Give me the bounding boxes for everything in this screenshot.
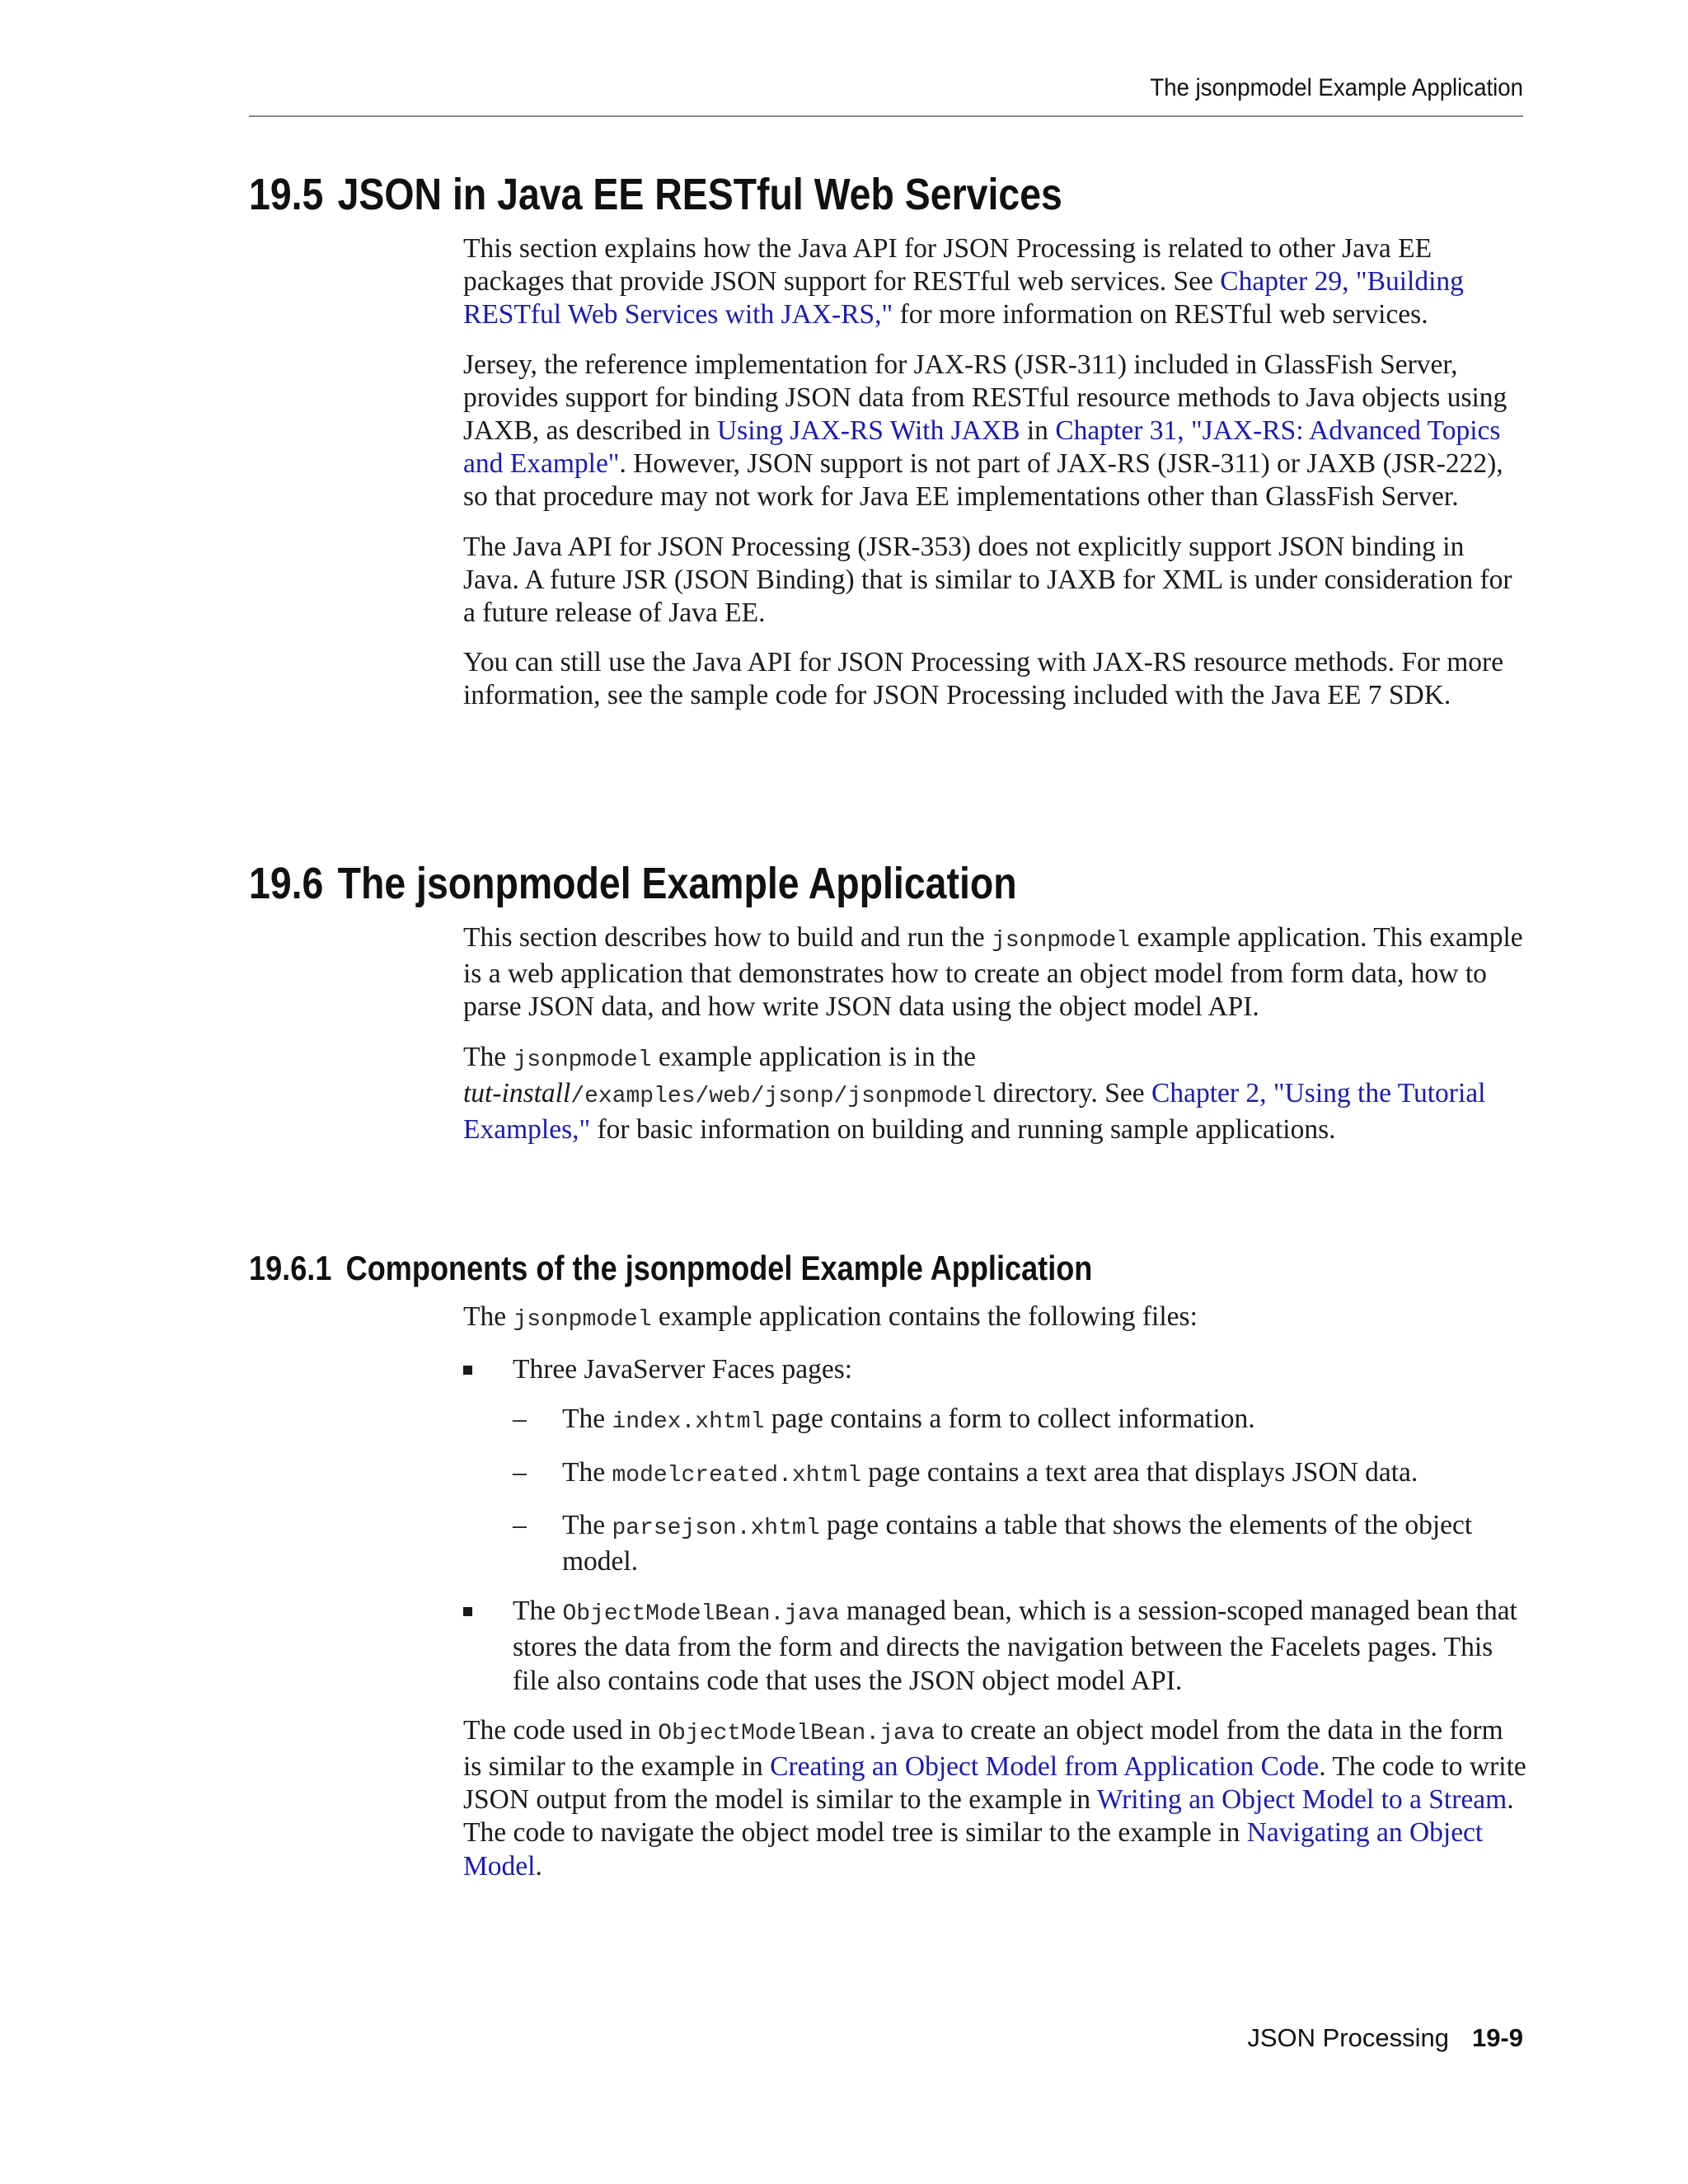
- header-rule: [249, 115, 1523, 117]
- link-writing-object-model[interactable]: Writing an Object Model to a Stream: [1096, 1784, 1507, 1816]
- text: The: [562, 1404, 612, 1435]
- text: The: [463, 1041, 513, 1072]
- list-item: [463, 1353, 1526, 1578]
- text: The code used in: [463, 1714, 659, 1746]
- paragraph: [463, 1041, 1526, 1147]
- dash-icon: –: [513, 1456, 527, 1488]
- code-jsonpmodel: jsonpmodel: [992, 928, 1131, 954]
- link-using-jax-rs-with-jaxb[interactable]: Using JAX-RS With JAXB: [716, 415, 1020, 447]
- text: directory. See: [986, 1077, 1151, 1108]
- text: example application. This example is a web application that demonstrates how to create an object model from form data, how to parse JSON data, and how write JSON data using the object model API.: [463, 922, 1523, 1023]
- dash-icon: –: [513, 1404, 527, 1435]
- code-modelcreated-xhtml: modelcreated.xhtml: [612, 1462, 861, 1488]
- list-item: [513, 1509, 1526, 1578]
- paragraph: [463, 1714, 1526, 1883]
- list-item: [513, 1403, 1526, 1439]
- text: . The code to navigate the object model tree is similar to the example in: [463, 1784, 1514, 1849]
- text: for more information on RESTful web services.: [893, 299, 1428, 330]
- text: for basic information on building and running sample applications.: [590, 1114, 1336, 1146]
- text: managed bean, which is a session-scoped managed bean that stores the data from the form and directs the navigation between the Facelets pages. This file also contains code that uses the JSON object model API.: [513, 1596, 1517, 1696]
- page-number: 19-9: [1471, 2023, 1523, 2052]
- section-19-5-body: [463, 232, 1526, 729]
- text: The: [513, 1596, 563, 1627]
- paragraph: You can still use the Java API for JSON Processing with JAX-RS resource methods. For more information, see the sample code for JSON Processing included with the Java EE 7 SDK.: [463, 647, 1504, 711]
- code-parsejson-xhtml: parsejson.xhtml: [612, 1515, 820, 1541]
- footer-label: JSON Processing: [1247, 2023, 1449, 2052]
- section-title: Components of the jsonpmodel Example Application: [345, 1249, 1093, 1287]
- text: . However, JSON support is not part of JAX-RS (JSR-311) or JAXB (JSR-222), so that procedure may not work for Java EE implementations other than GlassFish Server.: [463, 448, 1503, 513]
- text: The: [463, 1301, 513, 1332]
- code-path: /examples/web/jsonp/jsonpmodel: [570, 1083, 987, 1109]
- section-title: JSON in Java EE RESTful Web Services: [337, 170, 1062, 219]
- text: in: [1020, 415, 1056, 447]
- text: . The code to write JSON output from the model is similar to the example in: [463, 1751, 1526, 1816]
- list-item: [463, 1595, 1526, 1698]
- paragraph: The Java API for JSON Processing (JSR-353) does not explicitly support JSON binding in Java. A future JSR (JSON Binding) that is similar to JAXB for XML is under consideration for a future release of Java EE.: [463, 531, 1512, 629]
- section-title: The jsonpmodel Example Application: [337, 859, 1017, 908]
- section-19-5-heading: [249, 169, 1062, 220]
- section-number: 19.6: [249, 859, 324, 908]
- code-objectmodelbean: ObjectModelBean.java: [562, 1601, 840, 1628]
- link-creating-object-model[interactable]: Creating an Object Model from Application Code: [770, 1751, 1320, 1783]
- bullet-square-icon: [463, 1366, 472, 1375]
- text: page contains a form to collect information.: [764, 1404, 1255, 1435]
- section-number: 19.6.1: [249, 1249, 332, 1287]
- bullet-square-icon: [463, 1607, 472, 1616]
- page-list: [513, 1403, 1526, 1578]
- list-item: [513, 1456, 1526, 1493]
- link-chapter-2[interactable]: Chapter 2, "Using the Tutorial Examples,": [463, 1077, 1486, 1146]
- text: Three JavaServer Faces pages:: [513, 1354, 853, 1385]
- section-number: 19.5: [249, 170, 324, 219]
- running-header: The jsonpmodel Example Application: [1150, 74, 1523, 101]
- link-chapter-29[interactable]: Chapter 29, "Building RESTful Web Services with JAX-RS,": [463, 266, 1464, 330]
- file-list: [463, 1353, 1526, 1698]
- text: example application is in the: [651, 1041, 977, 1072]
- code-objectmodelbean: ObjectModelBean.java: [658, 1720, 935, 1746]
- section-19-6-1-heading: [249, 1249, 1092, 1288]
- text: The: [562, 1509, 612, 1540]
- text: example application contains the following files:: [651, 1301, 1198, 1332]
- page-footer: [1247, 2023, 1523, 2053]
- text: Jersey, the reference implementation for JAX-RS (JSR-311) included in GlassFish Server, provides support for binding JSON data from RESTful resource methods to Java objects using JAXB, as described in: [463, 349, 1507, 447]
- paragraph: [463, 921, 1526, 1024]
- code-jsonpmodel: jsonpmodel: [513, 1047, 652, 1073]
- paragraph: [463, 232, 1526, 332]
- tut-install: tut-install: [463, 1077, 571, 1108]
- link-chapter-31[interactable]: Chapter 31, "JAX-RS: Advanced Topics and Example": [463, 415, 1501, 480]
- paragraph: [463, 349, 1526, 514]
- code-jsonpmodel: jsonpmodel: [513, 1307, 652, 1333]
- text: This section describes how to build and run the: [463, 922, 992, 953]
- section-19-6-1-body: [463, 1301, 1526, 1900]
- link-navigating-object-model[interactable]: Navigating an Object Model: [463, 1817, 1484, 1882]
- text: The: [562, 1456, 612, 1488]
- text: page contains a text area that displays JSON data.: [860, 1456, 1418, 1488]
- section-19-6-heading: [249, 858, 1017, 909]
- dash-icon: –: [513, 1509, 527, 1540]
- text: page contains a table that shows the elements of the object model.: [562, 1509, 1473, 1577]
- section-19-6-body: [463, 921, 1526, 1163]
- code-index-xhtml: index.xhtml: [612, 1409, 765, 1436]
- paragraph: [463, 1301, 1526, 1337]
- text: .: [535, 1850, 542, 1882]
- text: to create an object model from the data in the form is similar to the example in: [463, 1714, 1503, 1783]
- text: This section explains how the Java API for JSON Processing is related to other Java EE packages that provide JSON support for RESTful web services. See: [463, 233, 1432, 298]
